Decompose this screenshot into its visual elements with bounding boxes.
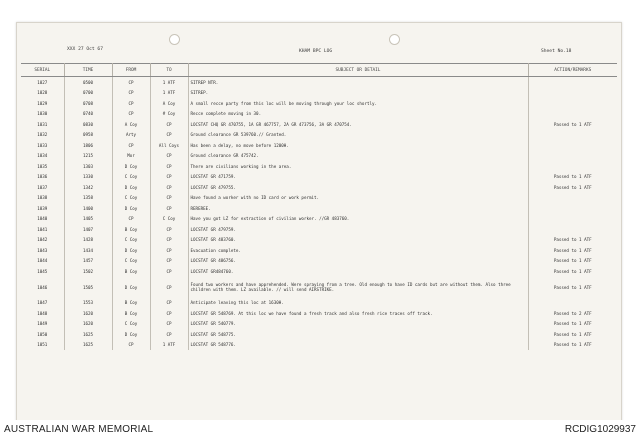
table-row xyxy=(21,193,617,204)
subject-cell: Recce complete moving in 30. xyxy=(188,109,528,120)
subject-cell: Have you got LZ for extraction of civilian worker. //GR 483760. xyxy=(188,214,528,225)
from-cell: C Coy xyxy=(112,319,150,330)
serial-cell: 1034 xyxy=(21,151,64,162)
col-from: FROM xyxy=(112,64,150,77)
to-cell: CP xyxy=(150,161,188,172)
subject-cell: Found two workers and have apprehended. Were spraying from a tree. Old enough to have ID cards but are without them. Also three children with them. LZ available. // will send AIRSTRIKE. xyxy=(188,277,528,298)
to-cell: CP xyxy=(150,203,188,214)
table-row xyxy=(21,329,617,340)
to-cell: CP xyxy=(150,119,188,130)
action-cell xyxy=(528,214,617,225)
table-row xyxy=(21,161,617,172)
serial-cell: 1035 xyxy=(21,161,64,172)
log-body xyxy=(21,77,617,351)
table-row xyxy=(21,340,617,351)
action-cell xyxy=(528,88,617,99)
time-cell: 1342 xyxy=(64,182,112,193)
serial-cell: 1045 xyxy=(21,266,64,277)
action-cell xyxy=(528,161,617,172)
time-cell: 0500 xyxy=(64,77,112,88)
from-cell: CP xyxy=(112,109,150,120)
table-row xyxy=(21,235,617,246)
serial-cell: 1036 xyxy=(21,172,64,183)
to-cell: 1 ATF xyxy=(150,88,188,99)
to-cell: All Coys xyxy=(150,140,188,151)
time-cell: 1806 xyxy=(64,140,112,151)
serial-cell: 1038 xyxy=(21,193,64,204)
time-cell: 0700 xyxy=(64,88,112,99)
subject-cell: Have found a worker with no ID card or work permit. xyxy=(188,193,528,204)
col-time: TIME xyxy=(64,64,112,77)
time-cell: 1358 xyxy=(64,193,112,204)
to-cell: CP xyxy=(150,256,188,267)
log-date: XXX 27 Oct 67 xyxy=(67,47,103,52)
subject-cell: Has been a delay, no move before 1200H. xyxy=(188,140,528,151)
to-cell: CP xyxy=(150,193,188,204)
to-cell: CP xyxy=(150,329,188,340)
to-cell: 1 ATF xyxy=(150,77,188,88)
action-cell: Passed to 2 ATF xyxy=(553,310,592,316)
table-row xyxy=(21,109,617,120)
from-cell: D Coy xyxy=(112,329,150,340)
from-cell: Arty xyxy=(112,130,150,141)
table-row xyxy=(21,98,617,109)
action-cell: Passed to 1 ATF xyxy=(553,237,592,243)
time-cell: 1625 xyxy=(64,340,112,351)
time-cell: 0958 xyxy=(64,130,112,141)
action-cell xyxy=(528,109,617,120)
serial-cell: 1042 xyxy=(21,235,64,246)
log-unit-title: KHAM BPC LOG xyxy=(299,49,333,54)
col-action: ACTION/REMARKS xyxy=(528,64,617,77)
subject-cell: Ground clearance GR 539760.// Granted. xyxy=(188,130,528,141)
table-row xyxy=(21,119,617,130)
log-sheet xyxy=(16,22,622,422)
table-row xyxy=(21,140,617,151)
time-cell: 1215 xyxy=(64,151,112,162)
footer-id: RCDIG1029937 xyxy=(564,424,636,435)
punch-hole-left xyxy=(169,34,180,45)
table-row xyxy=(21,298,617,309)
action-cell: Passed to 1 ATF xyxy=(553,174,592,180)
time-cell: 0740 xyxy=(64,109,112,120)
subject-cell: LOCSTAT GR 483760. xyxy=(188,235,528,246)
subject-cell: Ground clearance GR 475742. xyxy=(188,151,528,162)
from-cell: CP xyxy=(112,98,150,109)
serial-cell: 1032 xyxy=(21,130,64,141)
time-cell: 0830 xyxy=(64,119,112,130)
table-row xyxy=(21,151,617,162)
action-cell xyxy=(528,193,617,204)
time-cell: 1303 xyxy=(64,161,112,172)
time-cell: 1330 xyxy=(64,172,112,183)
subject-cell: Anticipate leaving this loc at 1630H. xyxy=(188,298,528,309)
from-cell: B Coy xyxy=(112,266,150,277)
time-cell: 1434 xyxy=(64,245,112,256)
serial-cell: 1031 xyxy=(21,119,64,130)
action-cell: Passed to 1 ATF xyxy=(553,121,592,127)
action-cell xyxy=(528,224,617,235)
col-serial: SERIAL xyxy=(21,64,64,77)
subject-cell: LOCSTAT GR484760. xyxy=(188,266,528,277)
from-cell: D Coy xyxy=(112,161,150,172)
subject-cell: LOCSTAT GR 486756. xyxy=(188,256,528,267)
serial-cell: 1028 xyxy=(21,88,64,99)
table-row xyxy=(21,319,617,330)
time-cell: 1428 xyxy=(64,235,112,246)
from-cell: C Coy xyxy=(112,172,150,183)
log-table xyxy=(21,63,617,350)
to-cell: CP xyxy=(150,277,188,298)
header-row xyxy=(21,64,617,77)
time-cell: 1502 xyxy=(64,266,112,277)
from-cell: CP xyxy=(112,140,150,151)
from-cell: C Coy xyxy=(112,256,150,267)
action-cell: Passed to 1 ATF xyxy=(553,321,592,327)
from-cell: C Coy xyxy=(112,235,150,246)
subject-cell: LOCSTAT GR 479755. xyxy=(188,182,528,193)
serial-cell: 1046 xyxy=(21,277,64,298)
table-row xyxy=(21,88,617,99)
from-cell: CP xyxy=(112,340,150,351)
table-row xyxy=(21,224,617,235)
serial-cell: 1040 xyxy=(21,214,64,225)
serial-cell: 1033 xyxy=(21,140,64,151)
subject-cell: REREREE. xyxy=(188,203,528,214)
table-row xyxy=(21,77,617,88)
time-cell: 1405 xyxy=(64,214,112,225)
action-cell: Passed to 1 ATF xyxy=(553,247,592,253)
to-cell: CP xyxy=(150,308,188,319)
action-cell: Passed to 1 ATF xyxy=(553,331,592,337)
to-cell: CP xyxy=(150,182,188,193)
serial-cell: 1051 xyxy=(21,340,64,351)
table-row xyxy=(21,245,617,256)
serial-cell: 1044 xyxy=(21,256,64,267)
sheet-number xyxy=(541,49,571,54)
from-cell: B Coy xyxy=(112,298,150,309)
to-cell: CP xyxy=(150,172,188,183)
to-cell: CP xyxy=(150,319,188,330)
to-cell: # Coy xyxy=(150,109,188,120)
subject-cell: A small recce party from this loc will be moving through your loc shortly. xyxy=(188,98,528,109)
time-cell: 1407 xyxy=(64,224,112,235)
action-cell: Passed to 1 ATF xyxy=(553,268,592,274)
serial-cell: 1027 xyxy=(21,77,64,88)
to-cell: CP xyxy=(150,245,188,256)
time-cell: 1625 xyxy=(64,329,112,340)
to-cell: CP xyxy=(150,151,188,162)
from-cell: D Coy xyxy=(112,277,150,298)
table-row xyxy=(21,203,617,214)
action-cell: Passed to 1 ATF xyxy=(553,284,592,290)
from-cell: Mor xyxy=(112,151,150,162)
subject-cell: SITREP NTR. xyxy=(188,77,528,88)
action-cell xyxy=(528,151,617,162)
serial-cell: 1029 xyxy=(21,98,64,109)
table-row xyxy=(21,172,617,183)
from-cell: CP xyxy=(112,77,150,88)
serial-cell: 1043 xyxy=(21,245,64,256)
table-row xyxy=(21,256,617,267)
table-row xyxy=(21,214,617,225)
time-cell: 1620 xyxy=(64,308,112,319)
subject-cell: SITREP. xyxy=(188,88,528,99)
col-to: TO xyxy=(150,64,188,77)
table-row xyxy=(21,266,617,277)
from-cell: CP xyxy=(112,88,150,99)
from-cell: D Coy xyxy=(112,203,150,214)
action-cell: Passed to 1 ATF xyxy=(553,342,592,348)
time-cell: 1505 xyxy=(64,277,112,298)
subject-cell: LOCSTAT GR 548776. xyxy=(188,340,528,351)
footer xyxy=(0,420,640,439)
subject-cell: LOCSTAT GR 548775. xyxy=(188,329,528,340)
serial-cell: 1049 xyxy=(21,319,64,330)
to-cell: A Coy xyxy=(150,98,188,109)
subject-cell: LOCSTAT GR 471759. xyxy=(188,172,528,183)
serial-cell: 1037 xyxy=(21,182,64,193)
from-cell: B Coy xyxy=(112,308,150,319)
serial-cell: 1030 xyxy=(21,109,64,120)
time-cell: 1457 xyxy=(64,256,112,267)
action-cell: Passed to 1 ATF xyxy=(553,184,592,190)
subject-cell: There are civilians working in the area. xyxy=(188,161,528,172)
serial-cell: 1047 xyxy=(21,298,64,309)
time-cell: 0708 xyxy=(64,98,112,109)
serial-cell: 1050 xyxy=(21,329,64,340)
sheet-number-value: 18 xyxy=(565,49,572,54)
subject-cell: LOCSTAT GR 548769. At this loc we have found a fresh track and also fresh rice traces off track. xyxy=(188,308,528,319)
action-cell xyxy=(528,140,617,151)
action-cell xyxy=(528,77,617,88)
subject-cell: LOCSTAT GR 479759. xyxy=(188,224,528,235)
to-cell: CP xyxy=(150,224,188,235)
table-row xyxy=(21,182,617,193)
action-cell xyxy=(528,130,617,141)
to-cell: CP xyxy=(150,298,188,309)
sheet-number-label: Sheet No. xyxy=(541,49,566,54)
from-cell: C Coy xyxy=(112,193,150,204)
col-subject: SUBJECT OR DETAIL xyxy=(188,64,528,77)
to-cell: C Coy xyxy=(150,214,188,225)
from-cell: A Coy xyxy=(112,119,150,130)
subject-cell: LOCSTAT CHQ GR 470755, 1A GR 467757, 2A GR 473756, 3A GR 470754. xyxy=(188,119,528,130)
serial-cell: 1039 xyxy=(21,203,64,214)
time-cell: 1620 xyxy=(64,319,112,330)
from-cell: D Coy xyxy=(112,182,150,193)
subject-cell: LOCSTAT GR 540779. xyxy=(188,319,528,330)
from-cell: D Coy xyxy=(112,245,150,256)
subject-cell: Evacuation complete. xyxy=(188,245,528,256)
time-cell: 1400 xyxy=(64,203,112,214)
serial-cell: 1041 xyxy=(21,224,64,235)
serial-cell: 1048 xyxy=(21,308,64,319)
to-cell: CP xyxy=(150,235,188,246)
from-cell: CP xyxy=(112,214,150,225)
footer-source: AUSTRALIAN WAR MEMORIAL xyxy=(4,424,154,435)
to-cell: CP xyxy=(150,130,188,141)
table-row xyxy=(21,308,617,319)
action-cell xyxy=(528,298,617,309)
table-row xyxy=(21,130,617,141)
punch-hole-right xyxy=(389,34,400,45)
action-cell: Passed to 1 ATF xyxy=(553,258,592,264)
time-cell: 1553 xyxy=(64,298,112,309)
action-cell xyxy=(528,98,617,109)
action-cell xyxy=(528,203,617,214)
to-cell: 1 ATF xyxy=(150,340,188,351)
table-row xyxy=(21,277,617,298)
from-cell: B Coy xyxy=(112,224,150,235)
to-cell: CP xyxy=(150,266,188,277)
